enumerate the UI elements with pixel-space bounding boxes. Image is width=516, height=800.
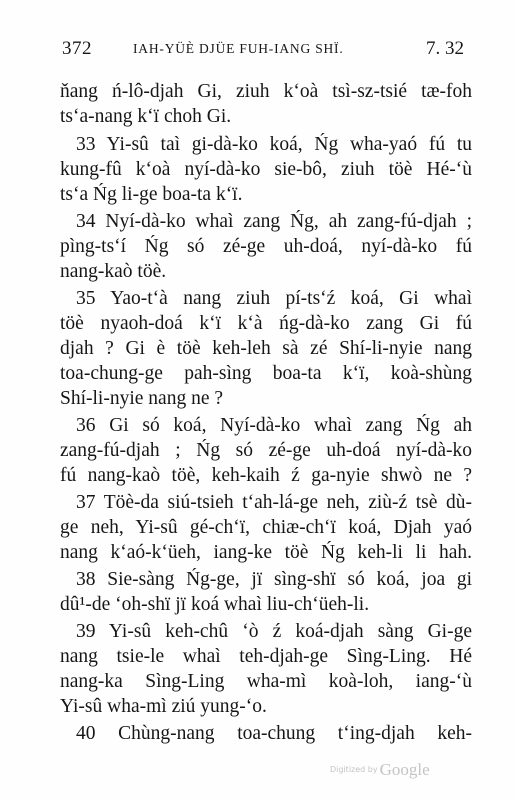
text-line: ge neh, Yi-sû gé-ch‘ï, chiæ-ch‘ï koá, Djah yaó <box>60 517 472 538</box>
running-title: IAH-YÜÈ DJÜE FUH-IANG SHÏ. <box>133 41 344 56</box>
text-line: nang k‘aó-k‘üeh, iang-ke töè Ńg keh-li li hah. <box>60 542 472 563</box>
verse-start-line: 38 Sie-sàng Ńg-ge, jï sìng-shï só koá, joa gi <box>76 569 472 590</box>
text-line: djah ? Gi è töè keh-leh sà zé Shí-li-nyie nang <box>60 338 472 359</box>
verse-start-line: 35 Yao-t‘à nang ziuh pí-ts‘ź koá, Gi whaì <box>76 288 472 309</box>
page-header <box>62 38 464 64</box>
text-line: toa-chung-ge pah-sìng boa-ta k‘ï, koà-shùng <box>60 363 472 384</box>
text-line: pìng-ts‘í Ńg só zé-ge uh-doá, nyí-dà-ko fú <box>60 236 472 257</box>
chapter-verse-ref: 7. 32 <box>426 38 464 59</box>
text-line: nang-ka Sìng-Ling wha-mì koà-loh, iang-‘ù <box>60 671 472 692</box>
verse-start-line: 40 Chùng-nang toa-chung t‘ing-djah keh- <box>76 723 472 744</box>
watermark-prefix: Digitized by <box>330 765 378 774</box>
text-line: dû¹-de ‘oh-shï jï koá whaì liu-ch‘üeh-li. <box>60 594 370 615</box>
text-line: fú nang-kaò töè, keh-kaih ź ga-nyie shwò ne ? <box>60 465 472 486</box>
text-line: töè nyaoh-doá k‘ï k‘à ńg-dà-ko zang Gi fú <box>60 313 472 334</box>
text-line: zang-fú-djah ; Ńg só zé-ge uh-doá nyí-dà-ko <box>60 440 472 461</box>
digitization-watermark <box>330 760 430 780</box>
text-line: ts‘a-nang k‘ï choh Gi. <box>60 106 232 127</box>
verse-start-line: 34 Nyí-dà-ko whaì zang Ńg, ah zang-fú-djah ; <box>76 211 472 232</box>
text-line: ts‘a Ńg li-ge boa-ta k‘ï. <box>60 184 243 205</box>
text-line: Yi-sû wha-mì ziú yung-‘o. <box>60 696 267 717</box>
text-line: ňang ń-lô-djah Gi, ziuh k‘oà tsì-sz-tsié tæ-foh <box>60 81 472 102</box>
verse-start-line: 39 Yi-sû keh-chû ‘ò ź koá-djah sàng Gi-ge <box>76 621 472 642</box>
verse-start-line: 37 Töè-da siú-tsieh t‘ah-lá-ge neh, ziù-ź tsè dù- <box>76 492 472 513</box>
google-logo: Google <box>379 760 430 779</box>
text-line: nang tsie-le whaì teh-djah-ge Sìng-Ling. Hé <box>60 646 472 667</box>
text-line: kung-fû k‘oà nyí-dà-ko sie-bô, ziuh töè Hé-‘ù <box>60 159 472 180</box>
page-number: 372 <box>62 38 92 59</box>
text-line: nang-kaò töè. <box>60 261 167 282</box>
verse-start-line: 33 Yi-sû taì gi-dà-ko koá, Ńg wha-yaó fú tu <box>76 134 472 155</box>
verse-start-line: 36 Gi só koá, Nyí-dà-ko whaì zang Ńg ah <box>76 415 472 436</box>
text-line: Shí-li-nyie nang ne ? <box>60 388 223 409</box>
